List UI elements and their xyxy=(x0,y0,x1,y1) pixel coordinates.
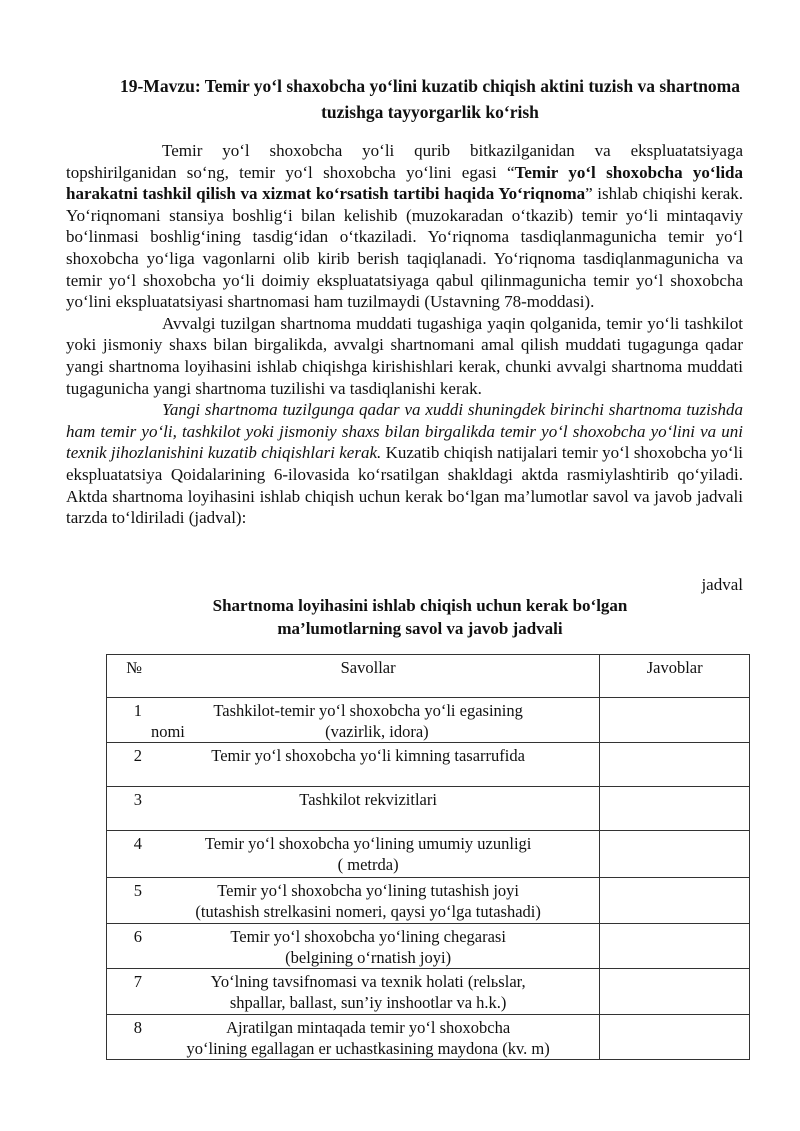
table-label: jadval xyxy=(701,575,743,594)
row-question-line-2: ( metrda) xyxy=(337,855,399,874)
row-question-line-2: nomi (vazirlik, idora) xyxy=(150,722,429,741)
row-number: 1 xyxy=(133,701,142,720)
table-row xyxy=(107,787,750,831)
table-row xyxy=(107,969,750,1015)
row-answer xyxy=(600,969,750,1015)
row-number: 8 xyxy=(133,1018,142,1037)
row-number: 4 xyxy=(133,834,142,853)
row-question-line-1: Ajratilgan mintaqada temir yo‘l shoxobcha xyxy=(226,1018,511,1037)
header-question: Savollar xyxy=(137,655,600,698)
row-question-line-1: Temir yo‘l shoxobcha yo‘li kimning tasarrufida xyxy=(211,746,525,765)
row-number: 5 xyxy=(133,881,142,900)
row-answer xyxy=(600,1015,750,1060)
paragraph-1-text-a: Temir yo‘l shoxobcha yo‘li qurib bitkazilganidan va ekspluatatsiyaga topshirilganidan so‘ng, temir yo‘l shoxobcha yo‘lini egasi “ xyxy=(66,141,743,182)
row-answer xyxy=(600,924,750,969)
row-question-line-1: Temir yo‘l shoxobcha yo‘lining chegarasi xyxy=(230,927,506,946)
row-question-line-1: Tashkilot-temir yo‘l shoxobcha yo‘li egasining xyxy=(213,701,523,720)
table-row xyxy=(107,924,750,969)
body-text xyxy=(66,140,743,529)
paragraph-1 xyxy=(66,140,743,313)
row-number: 2 xyxy=(133,746,142,765)
row-answer xyxy=(600,831,750,878)
paragraph-3-text: Kuzatib chiqish natijalari temir yo‘l shoxobcha yo‘li ekspluatatsiya Qoidalarining 6-ilovasida ko‘rsatilgan shakldagi aktda rasmiylashtirib qo‘yiladi. Aktda shartnoma loyihasini ishlab chiqish uchun kerak bo‘lgan ma’lumotlar savol va javob jadvali tarzda to‘ldiriladi (jadval): xyxy=(66,443,743,528)
table-title xyxy=(170,594,670,640)
paragraph-2: Avvalgi tuzilgan shartnoma muddati tugashiga yaqin qolganida, temir yo‘li tashkilot yoki jismoniy shaxs bilan birgalikda, avvalgi shartnomani amal qilish muddati tugagunga qadar yangi shartnoma loyihasini ishlab chiqishga kirishishlari kerak, chunki avvalgi shartnoma muddati tugagunicha yangi shartnoma tuzilishi va tasdiqlanishi kerak. xyxy=(66,313,743,398)
row-question-line-1: Tashkilot rekvizitlari xyxy=(299,790,437,809)
row-answer xyxy=(600,787,750,831)
paragraph-3 xyxy=(66,399,743,529)
table-row xyxy=(107,743,750,787)
document-title: 19-Mavzu: Temir yo‘l shaxobcha yo‘lini kuzatib chiqish aktini tuzish va shartnoma tuzishga tayyorgarlik ko‘rish xyxy=(119,76,741,122)
paragraph-1-bold: Temir yo‘l shoxobcha yo‘lida harakatni tashkil qilish va xizmat ko‘rsatish tartibi haqida Yo‘riqnoma xyxy=(66,162,743,204)
table-row xyxy=(107,1015,750,1060)
row-question-line-2: yo‘lining egallagan er uchastkasining maydona (kv. m) xyxy=(186,1039,550,1058)
paragraph-3-italic: Yangi shartnoma tuzilgunga qadar va xuddi shuningdek birinchi shartnoma tuzishda ham temir yo‘li, tashkilot yoki jismoniy shaxs bilan birgalikda temir yo‘l shoxobcha yo‘lini va uni texnik jihozlanishini kuzatib chiqishlari kerak. xyxy=(66,400,743,463)
row-number: 7 xyxy=(133,972,142,991)
paragraph-1-text-b: ” ishlab chiqishi kerak. Yo‘riqnomani stansiya boshlig‘i bilan kelishib (muzokaradan o‘tkazib) temir yo‘li mintaqaviy bo‘linmasi boshlig‘ining tasdig‘idan o‘tkaziladi. Yo‘riqnoma tasdiqlanmagunicha temir yo‘l shoxobcha yo‘liga vagonlarni olib kirib berish taqiqlanadi. Yo‘riqnoma tasdiqlanmagunicha va temir yo‘l shoxobcha yo‘li doimiy ekspluatatsiyaga qabul qilinmagunicha temir yo‘l shoxobcha yo‘lini ekspluatatsiyasi shartnomasi ham tuzilmaydi (Ustavning 78-moddasi). xyxy=(66,184,743,312)
row-answer xyxy=(600,878,750,924)
row-answer xyxy=(600,698,750,743)
table-row xyxy=(107,831,750,878)
table-row xyxy=(107,698,750,743)
table-row xyxy=(107,878,750,924)
table-title-line-1: Shartnoma loyihasini ishlab chiqish uchun kerak bo‘lgan xyxy=(212,596,628,615)
row-question-line-1: Temir yo‘l shoxobcha yo‘lining tutashish joyi xyxy=(217,881,520,900)
row-answer xyxy=(600,743,750,787)
row-question-line-2: (tutashish strelkasini nomeri, qaysi yo‘lga tutashadi) xyxy=(195,902,541,921)
table-header-row xyxy=(107,655,750,698)
row-number: 3 xyxy=(133,790,142,809)
row-number: 6 xyxy=(133,927,142,946)
row-question-line-2: shpallar, ballast, sun’iy inshootlar va h.k.) xyxy=(229,993,507,1012)
table-title-line-2: ma’lumotlarning savol va javob jadvali xyxy=(277,619,563,638)
row-question-line-1: Temir yo‘l shoxobcha yo‘lining umumiy uzunligi xyxy=(204,834,532,853)
header-num: № xyxy=(107,655,137,698)
row-question-line-1: Yo‘lning tavsifnomasi va texnik holati (relьslar, xyxy=(210,972,526,991)
row-question-line-2: (belgining o‘rnatish joyi) xyxy=(285,948,452,967)
qa-table xyxy=(106,654,750,1060)
header-answer: Javoblar xyxy=(600,655,750,698)
